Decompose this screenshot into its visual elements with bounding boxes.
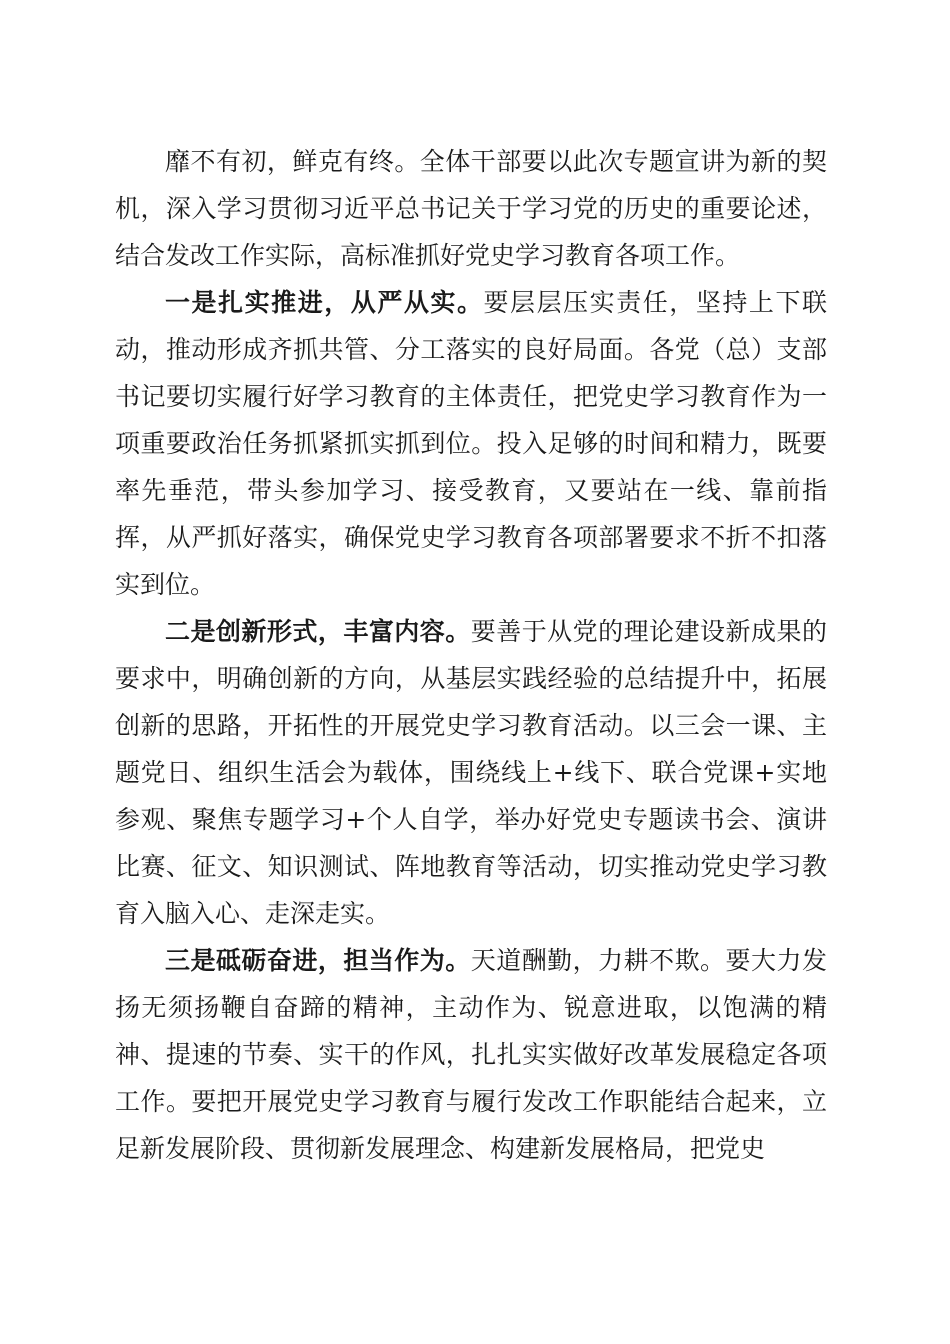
paragraph-text: 天道酬勤，力耕不欺。要大力发扬无须扬鞭自奋蹄的精神，主动作为、锐意进取，以饱满的精神、提速的节奏、实干的作风，扎扎实实做好改革发展稳定各项工作。要把开展党史学习教育与履行发改工作职能结合起来，立足新发展阶段、贯彻新发展理念、构建新发展格局，把党史 bbox=[115, 946, 827, 1163]
paragraph-heading: 二是创新形式，丰富内容。 bbox=[165, 617, 471, 646]
paragraph-heading: 三是砥砺奋进，担当作为。 bbox=[165, 946, 471, 975]
paragraph-text: 要层层压实责任，坚持上下联动，推动形成齐抓共管、分工落实的良好局面。各党（总）支部书记要切实履行好学习教育的主体责任，把党史学习教育作为一项重要政治任务抓紧抓实抓到位。投入足够的时间和精力，既要率先垂范，带头参加学习、接受教育，又要站在一线、靠前指挥，从严抓好落实，确保党史学习教育各项部署要求不折不扣落实到位。 bbox=[115, 288, 827, 599]
paragraph-point-three bbox=[115, 937, 827, 1172]
paragraph-text: 要善于从党的理论建设新成果的要求中，明确创新的方向，从基层实践经验的总结提升中，拓展创新的思路，开拓性的开展党史学习教育活动。以三会一课、主题党日、组织生活会为载体，围绕线上+线下、联合党课+实地参观、聚焦专题学习+个人自学，举办好党史专题读书会、演讲比赛、征文、知识测试、阵地教育等活动，切实推动党史学习教育入脑入心、走深走实。 bbox=[115, 617, 827, 928]
paragraph-opening bbox=[115, 138, 827, 279]
paragraph-point-one bbox=[115, 279, 827, 608]
paragraph-text: 靡不有初，鲜克有终。全体干部要以此次专题宣讲为新的契机，深入学习贯彻习近平总书记关于学习党的历史的重要论述，结合发改工作实际，高标准抓好党史学习教育各项工作。 bbox=[115, 147, 827, 270]
document-body bbox=[115, 138, 827, 1172]
paragraph-point-two bbox=[115, 608, 827, 937]
paragraph-heading: 一是扎实推进，从严从实。 bbox=[165, 288, 484, 317]
